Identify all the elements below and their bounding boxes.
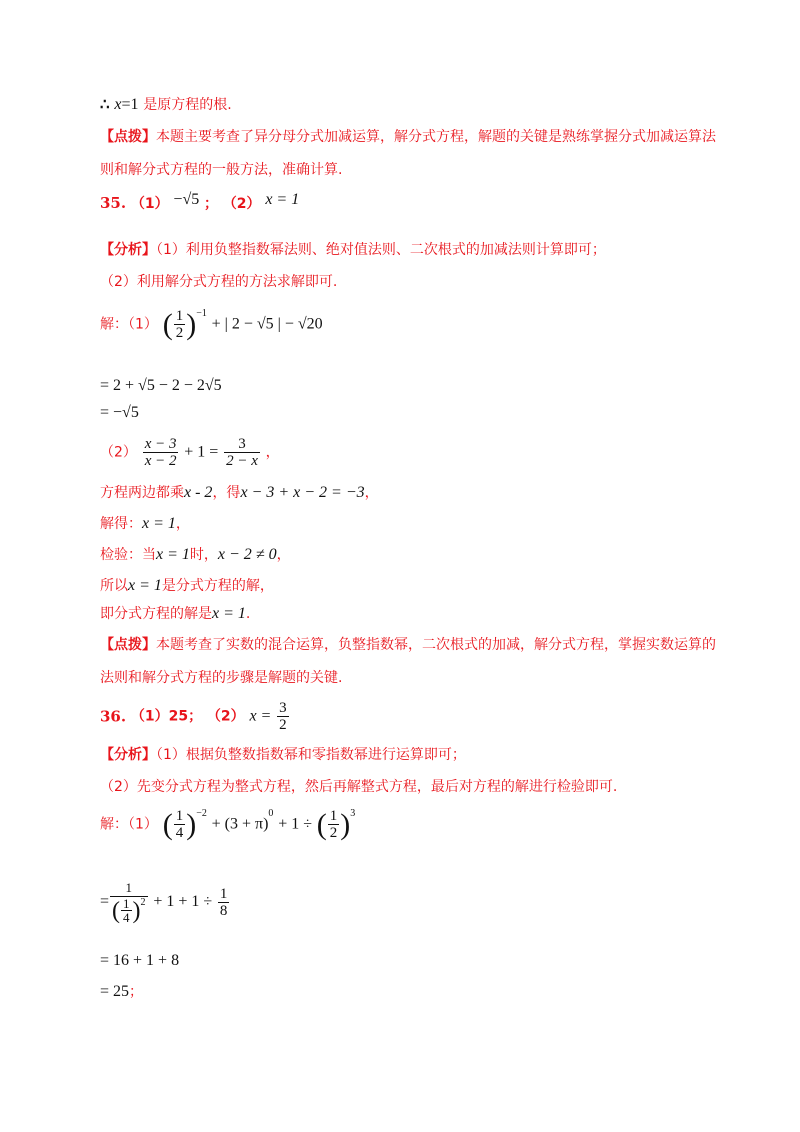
solution-label: 解：（1） [100,316,158,333]
hint-paragraph-2 [100,635,716,655]
part-answer: （1）25； [130,708,203,725]
step-text: 时， [189,547,218,563]
step-text: 是分式方程的解， [161,578,274,594]
analysis-text: （1）根据负整数指数幂和零指数幂进行运算即可； [156,747,466,763]
therefore-symbol: ∴ [100,95,110,113]
exponent: 3 [350,808,356,819]
paren-right: ) [340,807,351,841]
hint-tag: 【点拨】 [100,129,156,145]
punctuation: ， [175,516,190,532]
fraction-denominator: 2 [279,717,287,733]
equals-sign: = [100,893,110,910]
math-expr: x = 1 [212,605,246,622]
paren-right: ) [186,807,197,841]
analysis-text: （2）利用解分式方程的方法求解即可. [100,274,338,290]
step-solve [100,514,190,534]
analysis-line-4 [100,777,617,797]
analysis-line-1 [100,240,606,260]
hint-paragraph-1 [100,127,716,147]
solution-label: （2） [100,444,137,461]
fraction-denominator: 2 − x [226,453,258,469]
punctuation: ， [265,444,280,461]
question-number: 35. [100,194,127,212]
fraction-numerator: 3 [279,700,287,716]
fraction [224,436,260,469]
hint-tag: 【点拨】 [100,637,156,653]
math-expr: =1 [121,96,139,113]
part-label: （1） [130,196,169,212]
punctuation: ， [276,547,291,563]
hint-paragraph-2-cont [100,668,342,688]
solution-step: = 16 + 1 + 8 [100,952,180,969]
step-text: ，得 [212,485,241,501]
solution-2-equation [100,436,280,472]
fraction [174,308,186,341]
analysis-text: （1）利用负整指数幂法则、绝对值法则、二次根式的加减法则计算即可； [156,242,606,258]
math-expr: x = 1 [142,515,176,532]
step-conclusion [100,576,274,596]
analysis-tag: 【分析】 [100,242,156,258]
paren-left: ( [162,807,173,841]
expression-rest: + 1 + 1 ÷ [153,893,213,910]
answer-value: x = 1 [265,191,300,208]
part-label: （2） [222,196,261,212]
step-text: 解得： [100,516,142,532]
exponent: −1 [196,308,207,319]
fraction-denominator: x − 2 [144,453,177,469]
solution-1-expression [100,308,323,348]
exponent: 2 [140,897,146,908]
exponent: −2 [196,808,207,819]
step-final [100,604,250,624]
part-label: （2） [206,708,245,725]
fraction-denominator: 2 [175,325,184,341]
hint-text: 本题考查了实数的混合运算，负整指数幂，二次根式的加减，解分式方程，掌握实数运算的 [156,637,716,653]
math-expr: x = 1 [128,577,162,594]
expression-rest: + | 2 − √5 | − √20 [211,315,323,333]
paren-left: ( [162,307,173,341]
fraction-denominator: 8 [219,902,228,919]
math-expr: x − 3 + x − 2 = −3 [240,484,365,501]
fraction-numerator: x − 3 [144,436,177,452]
paren-right: ) [186,307,197,341]
step-text: 检验：当 [100,547,156,563]
analysis-line-3 [100,745,466,765]
step-text: 即分式方程的解是 [100,606,212,622]
equation-mid: + 1 = [184,443,219,461]
punctuation: ， [364,485,379,501]
analysis-line-2 [100,272,337,292]
step-multiply [100,483,379,503]
question-number: 36. [100,707,127,726]
fraction-numerator: 1 [175,808,184,824]
analysis-tag: 【分析】 [100,747,156,763]
punctuation: ； [129,984,144,1000]
fraction [143,436,179,469]
fraction-denominator: ( $\frac{1}{4}$ )$^2$ [112,896,146,925]
fraction-numerator: 1 [329,808,338,824]
paren-left: ( [316,807,327,841]
math-expr: x − 2 ≠ 0 [217,546,277,563]
solution-step: = 2 + √5 − 2 − 2√5 [100,377,222,394]
fraction-numerator: 1 [175,308,184,324]
solution-label: 解：（1） [100,816,158,833]
exponent: 0 [268,808,274,819]
separator: ； [204,196,219,212]
answer-36 [100,700,290,736]
inner-denominator: 4 [123,910,130,925]
punctuation: . [245,606,251,622]
fraction-numerator: 1 [110,880,148,897]
fraction [174,808,186,841]
solution-step-nested [100,880,230,940]
math-expr: x - 2 [184,484,213,501]
fraction [277,700,289,733]
nested-fraction [110,880,148,924]
answer-value: −√5 [173,191,200,208]
hint-paragraph-1-cont [100,160,342,180]
solution-result [100,981,143,1002]
step-text: 方程两边都乘 [100,485,184,501]
step-check [100,545,291,565]
hint-text: 本题主要考查了异分母分式加减运算，解分式方程，解题的关键是熟练掌握分式加减运算法 [156,129,716,145]
fraction [328,808,340,841]
inner-numerator: 1 [123,896,130,911]
solution-step: = −√5 [100,404,139,421]
fraction-numerator: 1 [219,885,228,902]
fraction-denominator: 2 [329,825,338,841]
step-text: 所以 [100,578,128,594]
hint-text: 则和解分式方程的一般方法，准确计算. [100,162,343,178]
answer-35 [100,193,299,214]
hint-text: 法则和解分式方程的步骤是解题的关键. [100,670,343,686]
line-root-check [100,94,232,115]
fraction [218,886,230,919]
math-expr: = 25 [100,983,130,1000]
line-text: 是原方程的根. [143,97,232,113]
fraction-numerator: 3 [224,436,260,453]
solution-36-expression [100,808,355,854]
analysis-text: （2）先变分式方程为整式方程，然后再解整式方程，最后对方程的解进行检验即可. [100,779,618,795]
expression-part: + 1 ÷ [278,815,312,833]
expression-part: + (3 + π) [211,815,269,833]
math-expr: x = 1 [156,546,190,563]
math-var: x [114,96,122,113]
fraction-denominator: 4 [175,825,184,841]
math-expr: x = [249,707,272,725]
